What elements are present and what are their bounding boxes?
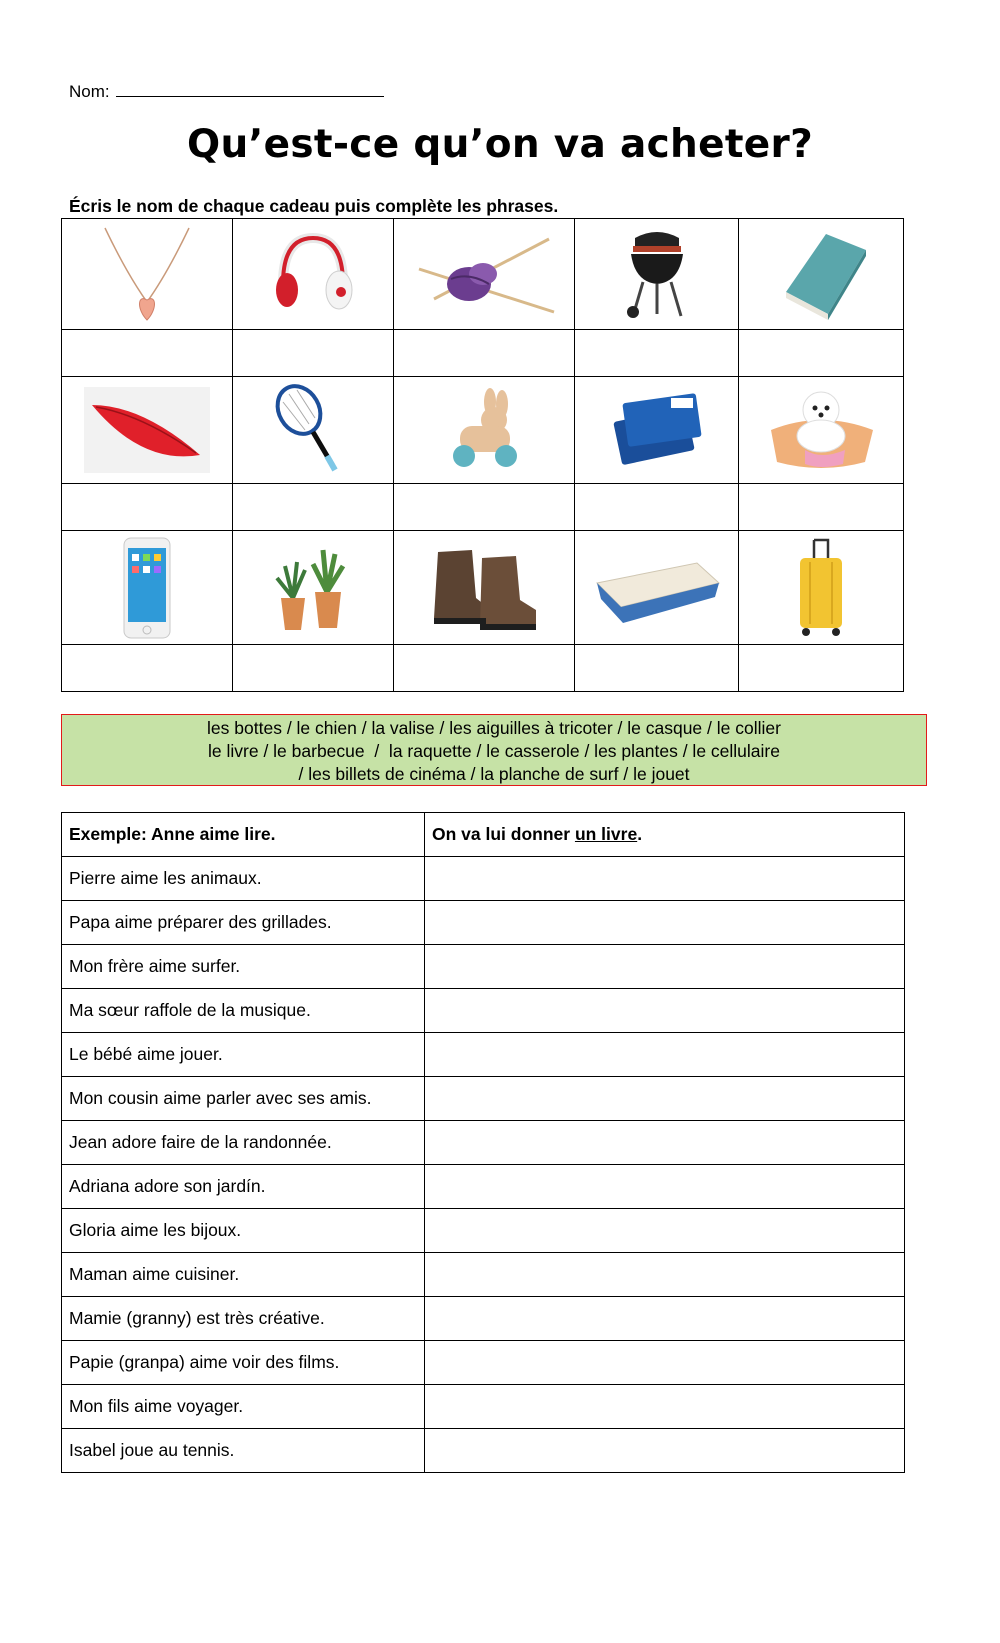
answer-field[interactable] (425, 1077, 905, 1121)
answer-field[interactable] (425, 1121, 905, 1165)
gift-cell (574, 219, 739, 330)
answer-cell[interactable] (394, 645, 575, 692)
answer-cell[interactable] (232, 330, 394, 377)
answer-field[interactable] (425, 1253, 905, 1297)
instructions: Écris le nom de chaque cadeau puis complète les phrases. (69, 196, 559, 216)
answer-cell[interactable] (62, 484, 233, 531)
answer-cell[interactable] (232, 645, 394, 692)
sentence-text: Mon cousin aime parler avec ses amis. (62, 1077, 425, 1121)
necklace-icon (97, 224, 197, 324)
example-answer-suffix: . (637, 824, 643, 844)
example-row (62, 813, 905, 857)
gift-cell (394, 219, 575, 330)
answer-field[interactable] (425, 1429, 905, 1473)
gift-cell (62, 377, 233, 484)
gift-cell (739, 377, 904, 484)
tennis-racket-icon (263, 380, 363, 480)
answer-cell[interactable] (394, 330, 575, 377)
name-input-line[interactable] (116, 80, 384, 97)
word-bank (61, 714, 927, 786)
answer-field[interactable] (425, 1165, 905, 1209)
table-row (62, 857, 905, 901)
movie-tickets-icon (607, 380, 707, 480)
page-title: Qu’est-ce qu’on va acheter? (186, 122, 814, 167)
answer-field[interactable] (425, 901, 905, 945)
headphones-icon (263, 224, 363, 324)
surfboard-icon (82, 385, 212, 475)
answer-cell[interactable] (739, 330, 904, 377)
table-row (62, 1385, 905, 1429)
table-row (62, 1077, 905, 1121)
sentence-text: Le bébé aime jouer. (62, 1033, 425, 1077)
answer-field[interactable] (425, 857, 905, 901)
plants-icon (263, 538, 363, 638)
example-answer (425, 813, 905, 857)
barbecue-icon (607, 224, 707, 324)
sentence-text: Pierre aime les animaux. (62, 857, 425, 901)
table-row (62, 1341, 905, 1385)
sentence-text: Mon fils aime voyager. (62, 1385, 425, 1429)
answer-cell[interactable] (62, 330, 233, 377)
gift-cell (394, 531, 575, 645)
table-row (62, 1033, 905, 1077)
gift-cell (232, 531, 394, 645)
table-row (62, 1297, 905, 1341)
answer-cell[interactable] (394, 484, 575, 531)
gift-cell (574, 531, 739, 645)
gift-picture-table (61, 218, 904, 692)
answer-cell[interactable] (739, 484, 904, 531)
gift-cell (739, 531, 904, 645)
table-row (62, 1429, 905, 1473)
gift-cell (62, 219, 233, 330)
sentence-text: Mamie (granny) est très créative. (62, 1297, 425, 1341)
toy-icon (434, 380, 534, 480)
book-icon (766, 224, 876, 324)
word-bank-line: le livre / le barbecue / la raquette / le casserole / les plantes / le cellulaire (208, 741, 780, 761)
answer-field[interactable] (425, 1033, 905, 1077)
name-label: Nom: (69, 82, 110, 101)
gift-cell (232, 219, 394, 330)
name-field (69, 80, 384, 102)
word-bank-line: les bottes / le chien / la valise / les aiguilles à tricoter / le casque / le collier (207, 718, 781, 738)
answer-cell[interactable] (574, 484, 739, 531)
sentence-text: Papa aime préparer des grillades. (62, 901, 425, 945)
casserole-icon (587, 543, 727, 633)
table-row (62, 1165, 905, 1209)
example-answer-prefix: On va lui donner (432, 824, 575, 844)
sentence-text: Isabel joue au tennis. (62, 1429, 425, 1473)
gift-cell (232, 377, 394, 484)
answer-field[interactable] (425, 1341, 905, 1385)
gift-cell (574, 377, 739, 484)
boots-icon (424, 538, 544, 638)
answer-field[interactable] (425, 1209, 905, 1253)
sentence-text: Papie (granpa) aime voir des films. (62, 1341, 425, 1385)
sentence-table (61, 812, 905, 1473)
table-row (62, 1209, 905, 1253)
sentence-text: Mon frère aime surfer. (62, 945, 425, 989)
table-row (62, 1253, 905, 1297)
table-row (62, 1121, 905, 1165)
cellphone-icon (112, 536, 182, 640)
suitcase-icon (786, 536, 856, 640)
table-row (62, 989, 905, 1033)
answer-cell[interactable] (574, 645, 739, 692)
answer-cell[interactable] (739, 645, 904, 692)
dog-icon (761, 380, 881, 480)
answer-cell[interactable] (232, 484, 394, 531)
word-bank-line: / les billets de cinéma / la planche de surf / le jouet (298, 764, 690, 784)
answer-field[interactable] (425, 989, 905, 1033)
answer-field[interactable] (425, 945, 905, 989)
sentence-text: Ma sœur raffole de la musique. (62, 989, 425, 1033)
sentence-text: Maman aime cuisiner. (62, 1253, 425, 1297)
answer-field[interactable] (425, 1297, 905, 1341)
gift-cell (62, 531, 233, 645)
table-row (62, 945, 905, 989)
sentence-text: Adriana adore son jardín. (62, 1165, 425, 1209)
example-sentence: Exemple: Anne aime lire. (62, 813, 425, 857)
table-row (62, 901, 905, 945)
answer-field[interactable] (425, 1385, 905, 1429)
sentence-text: Gloria aime les bijoux. (62, 1209, 425, 1253)
gift-cell (394, 377, 575, 484)
sentence-text: Jean adore faire de la randonnée. (62, 1121, 425, 1165)
answer-cell[interactable] (574, 330, 739, 377)
gift-cell (739, 219, 904, 330)
knitting-needles-icon (409, 224, 559, 324)
example-answer-underlined: un livre (574, 824, 638, 844)
answer-cell[interactable] (62, 645, 233, 692)
